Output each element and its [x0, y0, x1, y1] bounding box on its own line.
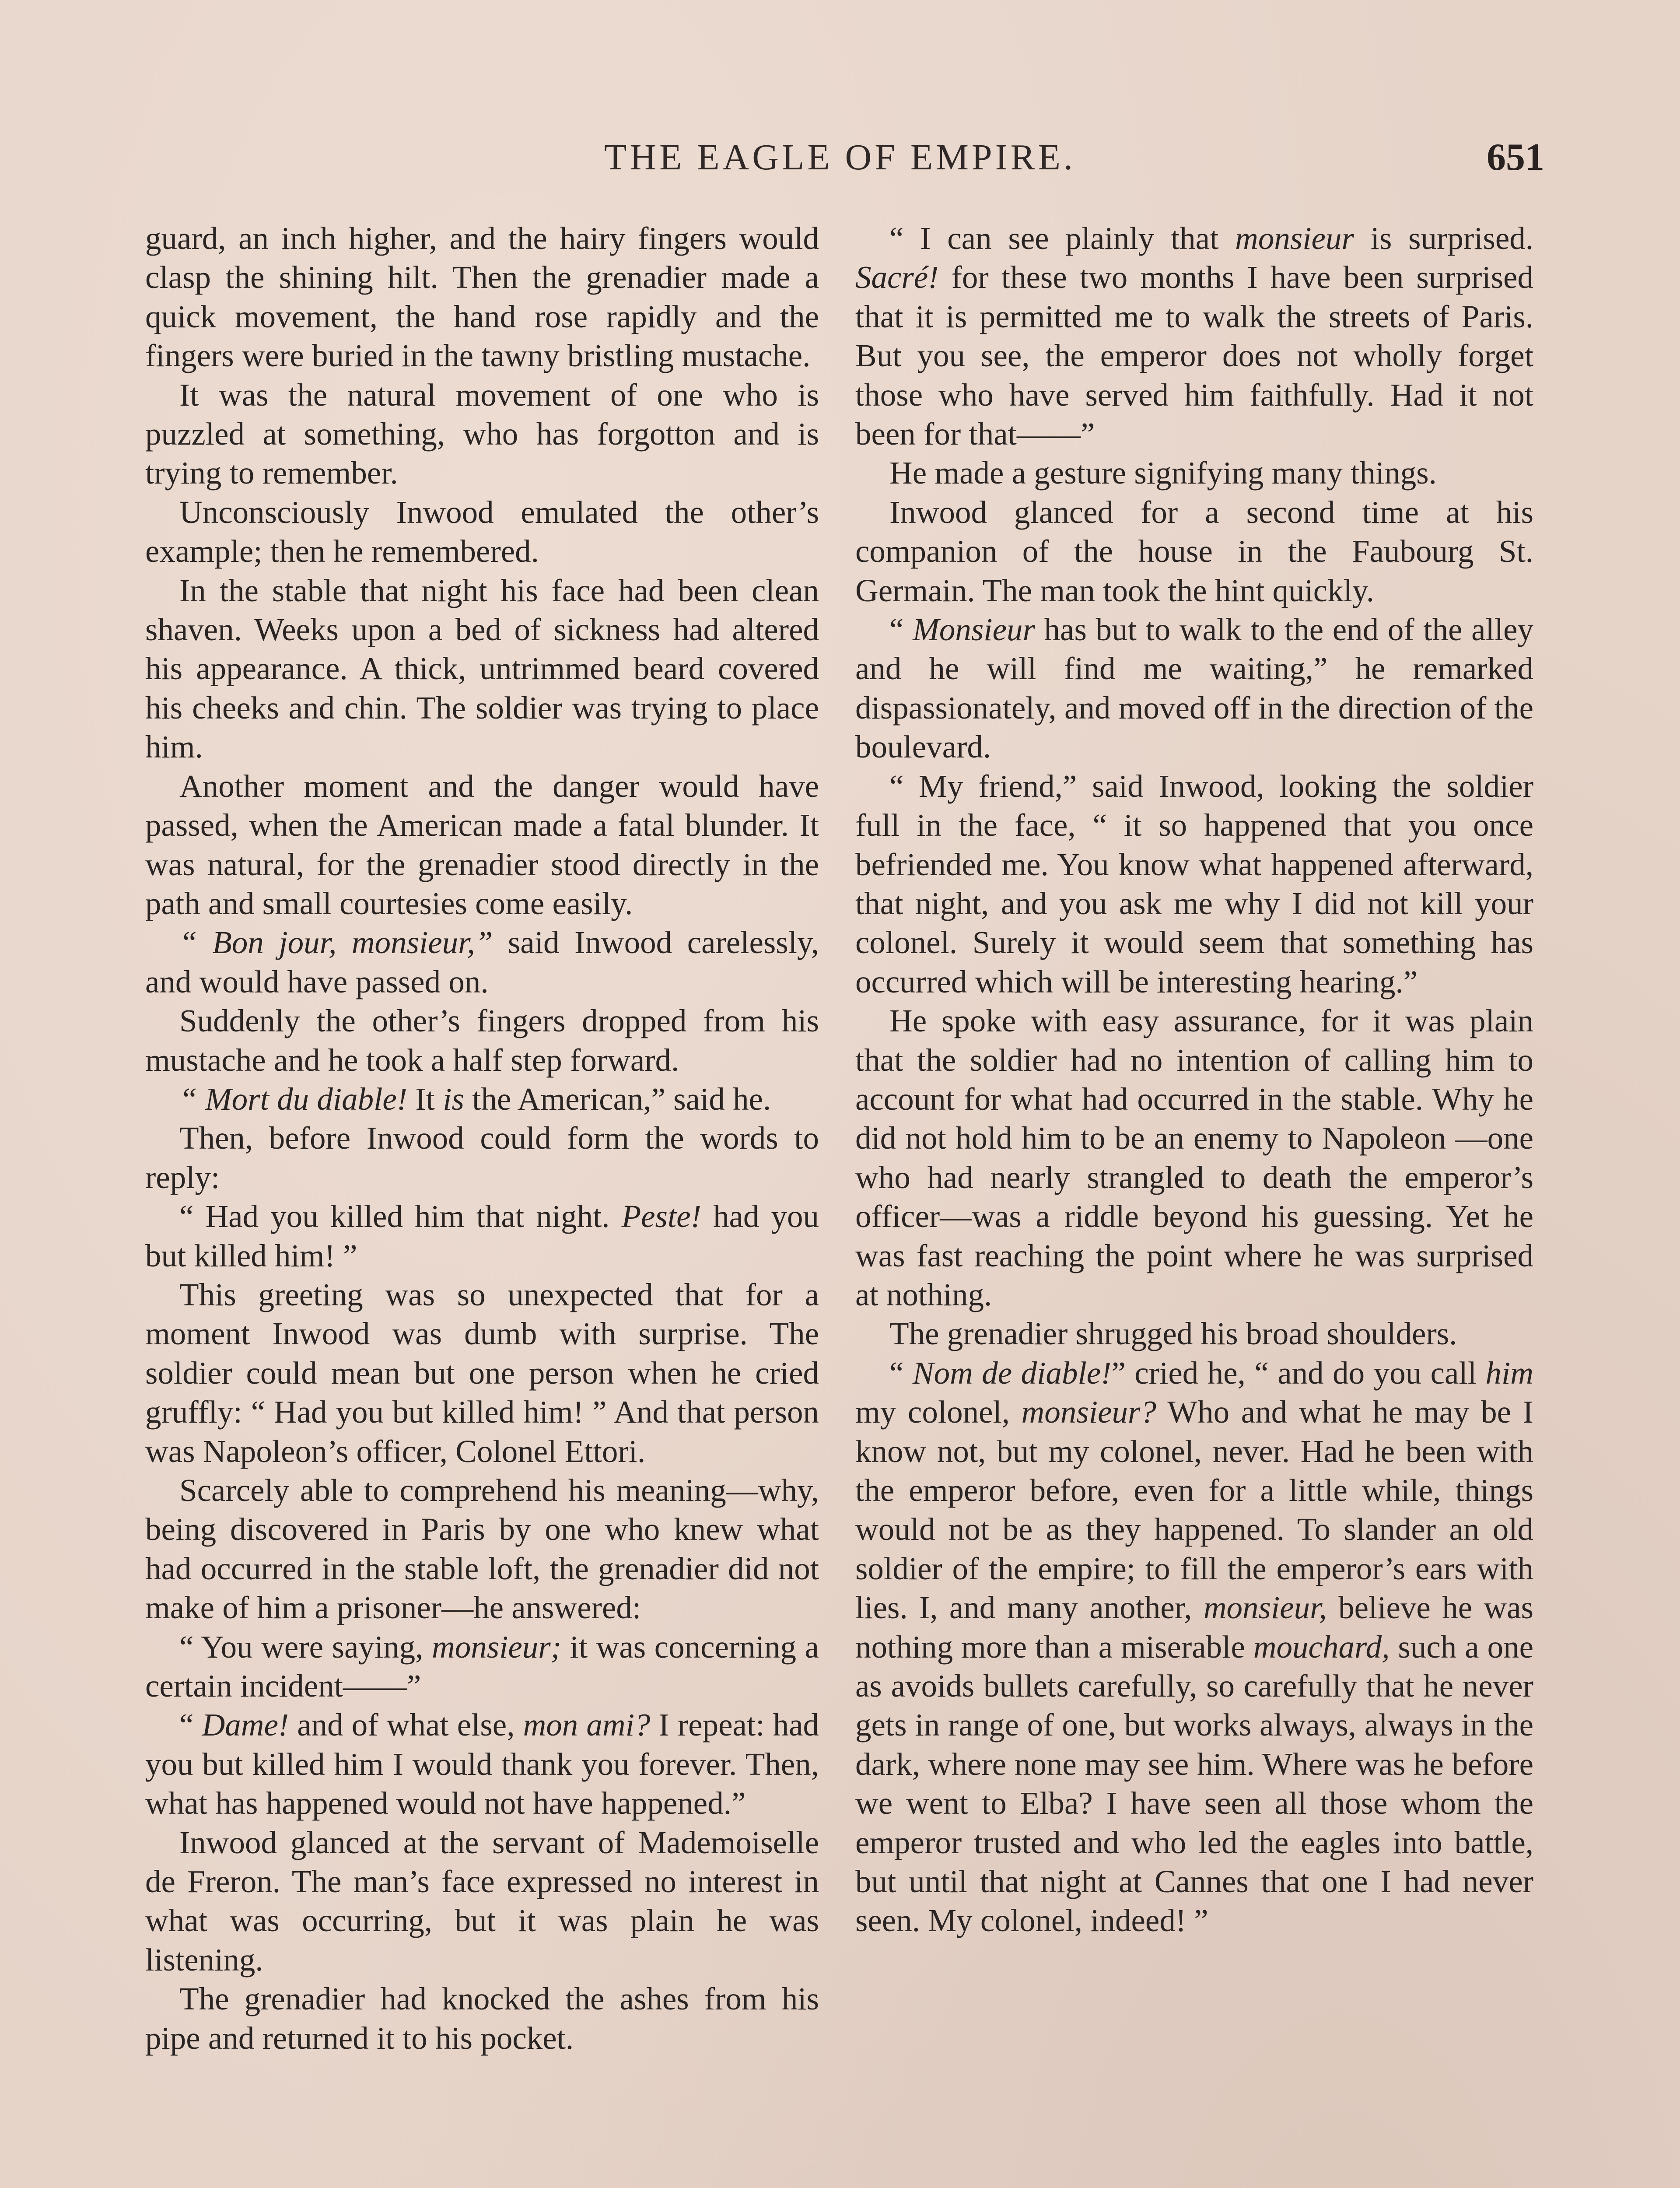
italic-phrase: monsieur?: [1021, 1394, 1156, 1430]
paragraph: [855, 1353, 1533, 1940]
text-run: ” cried he, “ and do you call: [1111, 1355, 1486, 1391]
paragraph: Inwood glanced for a second time at his companion of the house in the Faubourg St. Germain. The man took the hint quickly.: [855, 494, 1533, 608]
italic-phrase: monsieur: [1235, 221, 1354, 256]
paragraph: [855, 610, 1533, 767]
paragraph: “ My friend,” said Inwood, looking the soldier full in the face, “ it so happened that you once befriended me. You know what happened afterward, that night, and you ask me why I did not kill your colonel. Surely it would seem that something has occurred which will be interesting hearing.”: [855, 768, 1533, 999]
italic-phrase: is: [443, 1081, 464, 1117]
paragraph: [145, 1197, 819, 1275]
italic-phrase: mon ami?: [523, 1707, 651, 1743]
italic-phrase: Dame!: [202, 1707, 289, 1743]
paragraph: [145, 1705, 819, 1823]
page-header: [0, 131, 1680, 184]
italic-phrase: Peste!: [621, 1199, 701, 1234]
text-run: said Inwood carelessly, and would have passed on.: [145, 925, 819, 999]
italic-phrase: “ Bon jour, monsieur,”: [179, 925, 493, 961]
paragraph: The grenadier had knocked the ashes from his pipe and returned it to his pocket.: [145, 1981, 819, 2056]
italic-phrase: him: [1485, 1355, 1533, 1391]
text-run: believe he was nothing more than a miserable: [855, 1590, 1533, 1665]
text-run: my colonel,: [855, 1394, 1022, 1430]
paragraph: [145, 923, 819, 1001]
text-run: for these two months I have been surprised that it is permitted me to walk the streets of Paris. But you see, the emperor does not wholly forget those who have served him faithfully. Had it not been for that——”: [855, 259, 1533, 452]
text-run: “ Had you killed him that night.: [179, 1199, 622, 1234]
italic-phrase: monsieur;: [431, 1629, 562, 1665]
italic-phrase: Sacré!: [855, 259, 939, 295]
paragraph: Another moment and the danger would have passed, when the American made a fatal blunder. It was natural, for the grenadier stood directly in the path and small courtesies come easily.: [145, 768, 819, 921]
paragraph: He made a gesture signifying many things.: [889, 455, 1437, 491]
italic-phrase: Monsieur: [913, 612, 1035, 648]
text-run: “: [889, 1355, 913, 1391]
italic-phrase: “ Mort du diable!: [179, 1081, 408, 1117]
paragraph: In the stable that night his face had been clean shaven. Weeks upon a bed of sickness had altered his appearance. A thick, untrimmed beard covered his cheeks and chin. The soldier was trying to place him.: [145, 572, 819, 765]
text-run: I repeat: had you but killed him I would thank you forever. Then, what has happened would not have happened.”: [145, 1707, 819, 1821]
text-run: had you but killed him! ”: [145, 1199, 819, 1273]
text-run: “: [889, 612, 913, 648]
paragraph: It was the natural movement of one who is puzzled at something, who has forgotton and is trying to remember.: [145, 377, 819, 491]
text-run: “ You were saying,: [179, 1629, 432, 1665]
text-run: has but to walk to the end of the alley and he will find me waiting,” he remarked dispassionately, and moved off in the direction of the boulevard.: [855, 612, 1534, 765]
text-run: Who and what he may be I know not, but my colonel, never. Had he been with the emperor before, even for a little while, things would not be as they happened. To slander an old soldier of the empire; to fill the emperor’s ears with lies. I, and many another,: [855, 1394, 1533, 1626]
text-run: “: [179, 1707, 202, 1743]
text-run: “ I can see plainly that: [889, 221, 1236, 256]
paragraph: Scarcely able to comprehend his meaning—why, being discovered in Paris by one who knew what had occurred in the stable loft, the grenadier did not make of him a prisoner—he answered:: [145, 1473, 819, 1626]
paragraph: The grenadier shrugged his broad shoulders.: [889, 1316, 1457, 1352]
paragraph: He spoke with easy assurance, for it was plain that the soldier had no intention of calling him to account for what had occurred in the stable. Why he did not hold him to be an enemy to Napoleon —one who had nearly strangled to death the emperor’s officer—was a riddle beyond his guessing. Yet he was fast reaching the point where he was surprised at nothing.: [855, 1003, 1533, 1312]
paragraph: guard, an inch higher, and the hairy fingers would clasp the shining hilt. Then the grenadier made a quick movement, the hand rose rapidly and the fingers were buried in the tawny bristling mustache.: [145, 221, 819, 374]
text-run: is surprised.: [1354, 221, 1534, 256]
right-column: [855, 219, 1533, 1940]
paragraph: [145, 1080, 819, 1119]
paragraph: [145, 1627, 819, 1706]
italic-phrase: mouchard,: [1253, 1629, 1390, 1665]
text-run: the American,” said he.: [464, 1081, 771, 1117]
paragraph: [855, 219, 1533, 453]
text-run: it was concerning a certain incident——”: [145, 1629, 819, 1704]
text-run: It: [407, 1081, 443, 1117]
paragraph: Then, before Inwood could form the words to reply:: [145, 1120, 819, 1195]
paragraph: Inwood glanced at the servant of Mademoiselle de Freron. The man’s face expressed no interest in what was occurring, but it was plain he was listening.: [145, 1824, 819, 1978]
italic-phrase: Nom de diable!: [912, 1355, 1112, 1391]
page-number: 651: [1487, 136, 1544, 179]
text-run: and of what else,: [289, 1707, 523, 1743]
left-column: [145, 219, 819, 2058]
italic-phrase: monsieur,: [1203, 1590, 1327, 1626]
paragraph: Unconsciously Inwood emulated the other’s example; then he remembered.: [145, 494, 819, 569]
running-title: THE EAGLE OF EMPIRE.: [604, 137, 1076, 178]
paragraph: This greeting was so unexpected that for a moment Inwood was dumb with surprise. The soldier could mean but one person when he cried gruffly: “ Had you but killed him! ” And that person was Napoleon’s officer, Colonel Ettori.: [145, 1276, 819, 1469]
text-run: such a one as avoids bullets carefully, so carefully that he never gets in range of one, but works always, always in the dark, where none may see him. Where was he before we went to Elba? I have seen all those whom the emperor trusted and who led the eagles into battle, but until that night at Cannes that one I had never seen. My colonel, indeed! ”: [855, 1629, 1533, 1939]
paragraph: Suddenly the other’s fingers dropped from his mustache and he took a half step forward.: [145, 1003, 819, 1078]
